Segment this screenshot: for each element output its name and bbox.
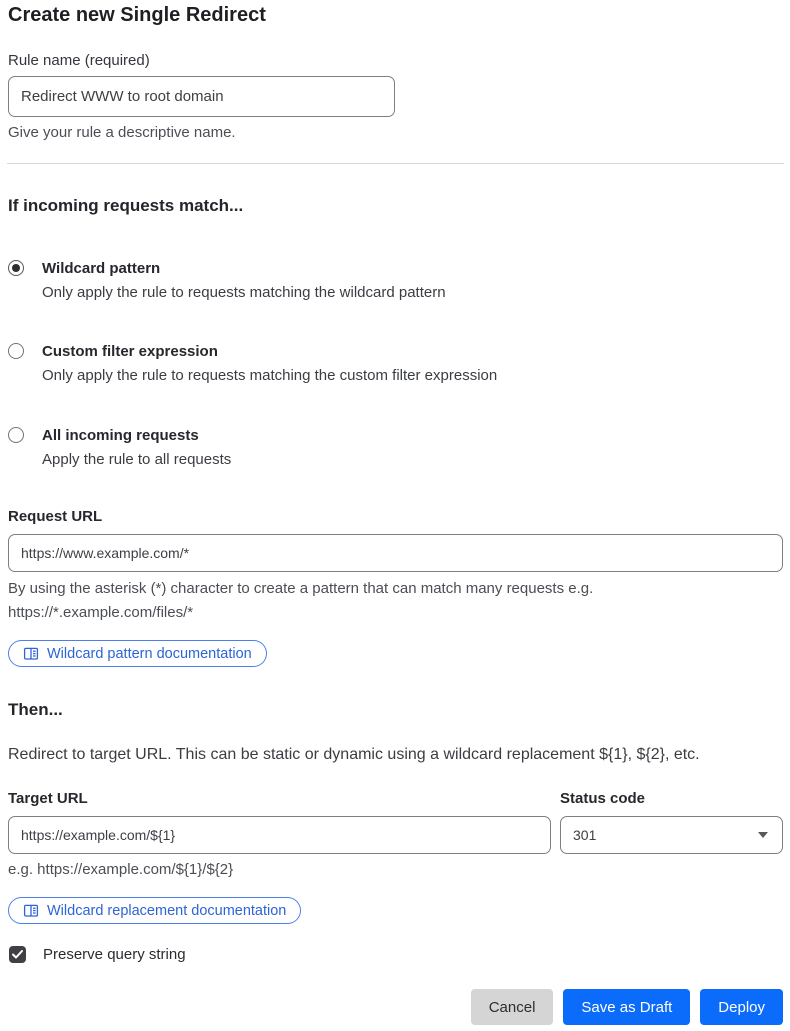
wildcard-replacement-doc-button[interactable]	[8, 897, 301, 924]
status-code-label: Status code	[560, 790, 646, 807]
then-section-heading: Then...	[8, 700, 63, 719]
match-section-heading: If incoming requests match...	[8, 196, 244, 215]
checkbox-label: Preserve query string	[43, 946, 186, 963]
target-url-input[interactable]	[8, 816, 551, 854]
radio-selected-icon[interactable]	[8, 260, 24, 276]
form-actions	[471, 989, 783, 1025]
page-title: Create new Single Redirect	[8, 4, 266, 26]
rule-name-helper: Give your rule a descriptive name.	[8, 124, 236, 141]
radio-description: Apply the rule to all requests	[42, 451, 232, 468]
target-url-label: Target URL	[8, 790, 88, 807]
save-as-draft-button[interactable]: Save as Draft	[563, 989, 690, 1025]
radio-label: Wildcard pattern	[42, 260, 161, 277]
request-url-label: Request URL	[8, 508, 103, 525]
status-code-value: 301	[573, 827, 597, 843]
section-divider	[7, 163, 784, 164]
doc-button-label: Wildcard pattern documentation	[47, 645, 252, 662]
request-url-helper: By using the asterisk (*) character to create a pattern that can match many requests e.g. https://*.example.com/files/*	[8, 580, 594, 621]
book-icon	[23, 903, 39, 919]
status-code-select[interactable]	[560, 816, 783, 854]
radio-label: All incoming requests	[42, 427, 199, 444]
cancel-button[interactable]: Cancel	[471, 989, 554, 1025]
then-description: Redirect to target URL. This can be static or dynamic using a wildcard replacement ${1}, ${2}, etc.	[8, 746, 700, 763]
radio-option-all-requests[interactable]	[8, 425, 231, 471]
radio-unselected-icon[interactable]	[8, 343, 24, 359]
radio-unselected-icon[interactable]	[8, 427, 24, 443]
radio-option-custom-filter[interactable]	[8, 341, 497, 387]
wildcard-pattern-doc-button[interactable]	[8, 640, 267, 667]
preserve-query-string-option[interactable]	[9, 946, 186, 963]
radio-description: Only apply the rule to requests matching the custom filter expression	[42, 367, 498, 384]
radio-option-wildcard-pattern[interactable]	[8, 258, 446, 304]
checkbox-checked-icon[interactable]	[9, 946, 26, 963]
rule-name-label: Rule name (required)	[8, 52, 150, 69]
radio-label: Custom filter expression	[42, 343, 218, 360]
deploy-button[interactable]: Deploy	[700, 989, 783, 1025]
target-url-helper: e.g. https://example.com/${1}/${2}	[8, 861, 234, 878]
request-url-input[interactable]	[8, 534, 783, 572]
chevron-down-icon	[758, 832, 768, 838]
doc-button-label: Wildcard replacement documentation	[47, 902, 287, 919]
rule-name-input[interactable]	[8, 76, 395, 117]
radio-description: Only apply the rule to requests matching the wildcard pattern	[42, 284, 446, 301]
book-icon	[23, 646, 39, 662]
